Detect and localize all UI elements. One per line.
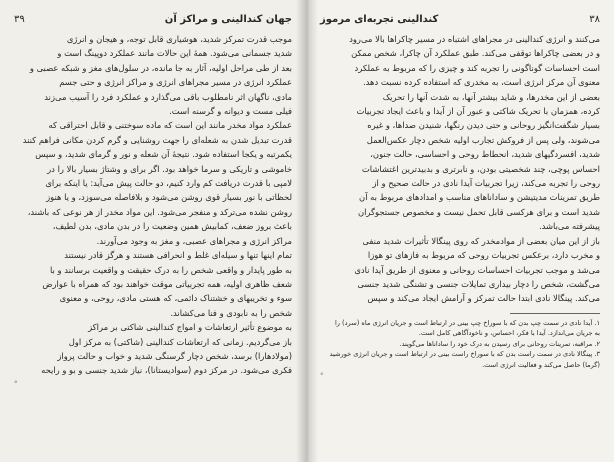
text-line: است احساسات گوناگونی را تجربه کند و چیزی را که مربوط به عملکرد — [354, 62, 600, 73]
footnote-line: ۱. آیدا نادی در سمت چپ بدن که با سوراخ چپ بینی در ارتباط است و جریان انرژی ماه (سرد) را — [334, 318, 600, 327]
text-line: می‌کند. پینگالا نادی ابتدا حالت تمرکز و آرامش ایجاد می‌کند و سپس — [367, 293, 600, 304]
text-line: عملکرد مواد مخدر مانند این است که ماده سوختنی و قابل احتراقی که — [48, 120, 292, 131]
text-line: تمام اینها تنها و سیله‌ای غلط و انحرافی هستند و هرگز قادر نیستند — [64, 250, 292, 261]
text-line: و مخرب دارد، برعکس تجربیات روحی که مربوط به فازهای تو هوزا — [367, 250, 600, 261]
right-page — [306, 0, 614, 462]
text-line: شدید است و برای هرکسی قابل تحمل نیست و مخصوص جستجوگران — [357, 206, 600, 217]
text-line: باز می‌گردیم. زمانی که ارتعاشات کندالینی (شاکتی) به مرکز اول — [68, 336, 292, 347]
page-mark: ° — [320, 372, 324, 381]
text-line: شدید جسمانی می‌شود. همهٔ این حالات مانند عملکرد دوپینگ است و — [57, 48, 292, 59]
right-page-header — [320, 14, 600, 26]
text-line: مراکز انرژی و مجراهای عصبی، و مغز به وجود می‌آورند. — [96, 235, 292, 246]
text-line: بعد از طی مراحل اولیه، آثار به جا مانده، در سلول‌های مغز و شبکه عصبی و — [29, 62, 292, 73]
page-number: ۳۸ — [589, 14, 600, 25]
text-line: کرده، همزمان با تحریک شاکتی و عبور آن از آیدا و باعث ایجاد تجربیات — [356, 106, 600, 117]
left-page — [0, 0, 306, 462]
text-line: بعضی از این مخدرها، و شاید بیشتر آنها، به شدت آنها را تحریک — [382, 91, 600, 102]
text-line: می‌گشت، شخص را دچار بیداری تمایلات جنسی و تشنگی شدید جنسی — [357, 278, 600, 289]
text-line: یکمرتبه و یکجا استفاده شود. نتیجهٔ آن شعله و نور و گرمای شدید، و سپس — [35, 149, 292, 160]
text-line: خاموشی و تاریکی و سرما خواهد بود. اگر برای و وشتاژ بسیار بالا را در — [47, 163, 292, 174]
text-line: روحی را تجربه می‌کند، زیرا تجربیات آیدا نادی در حالت صحیح و از — [372, 178, 600, 189]
text-line: عملکرد انرژی در مسیر مجراهای انرژی و مراکز انرژی و حتی جسم — [59, 77, 292, 88]
text-line: موجب قدرت تمرکز شدید، هوشیاری قابل توجه، و هیجان و انرژی — [66, 34, 292, 44]
footnote-line: ۳. پینگالا نادی در سمت راست بدن که با سوراخ راست بینی در ارتباط است و جریان انرژی خورشید — [329, 350, 600, 359]
text-line: شعف ظاهری اولیه، همه تجربیاتی موقت خواهند بود که همراه با عوارض — [42, 278, 292, 289]
footnote-divider — [510, 313, 600, 314]
text-line: شخص را به نابودی و فنا می‌کشاند. — [170, 307, 292, 318]
text-line: به طور پایدار و واقعی شخص را به درک حقیقت و واقعیت برسانند و با — [49, 264, 292, 275]
footnotes — [320, 318, 600, 371]
text-line: فکری می‌شود. در مرکز دوم (سوادیستانا)، نیاز شدید جنسی و بو و رایحه — [41, 365, 292, 376]
text-line: به موضوع تأثیر ارتعاشات و امواج کندالینی شاکتی بر مراکز — [88, 322, 292, 333]
text-line: احساس پوچی، چند شخصیتی بودن، و نابرتری و بدبیدترین اغتشاشات — [361, 163, 600, 174]
text-line: طریق تمرینات مدیتیشن و ساداناهای مناسب و امدادهای مربوط به آن — [359, 192, 600, 203]
book-gutter — [296, 0, 318, 462]
page-number: ۳۹ — [14, 14, 25, 25]
page-mark: ° — [14, 379, 18, 388]
body-text — [14, 32, 292, 378]
text-line: و در بعضی چاکراها توقفی می‌کند. طبق عملکرد آن چاکرا، شخص ممکن — [351, 48, 600, 59]
text-line: می‌شد و موجب تجربیات احساسات روحانی و معنوی از طریق آیدا نادی — [354, 264, 600, 275]
footnote-line: ۲. مراقبه، تمرینات روحانی برای رسیدن به درک خود را ساداناها می‌گویند. — [399, 339, 600, 348]
text-line: (مولادهارا) برسد، شخص دچار گرسنگی شدید و خواب و حالت پرواز — [57, 350, 292, 361]
text-line: فیلی مست و دیوانه و گرسنه است. — [169, 106, 292, 117]
text-line: سوء و تخریبهای و خشتناک دائمی، که هستی مادی، روحی، و معنوی — [59, 293, 292, 304]
body-text — [320, 32, 600, 306]
left-page-header — [14, 14, 292, 26]
footnote-line: به جریان می‌اندازد. آیدا با فکر، احساس، و ناخودآگاهی کامل است. — [418, 329, 600, 338]
text-line: بسیار شگفت‌انگیز روحانی و حتی دیدن رنگها، شنیدن صداها، و غیره — [367, 120, 600, 131]
text-line: پیشرفته می‌باشد. — [538, 221, 600, 232]
running-title: جهان کندالینی و مراکز آن — [164, 14, 292, 25]
text-line: می‌شوند، ولی پس از فروکش تجارب اولیه شخص دچار عکس‌العمل — [366, 134, 600, 145]
running-title: کندالینی تجربه‌ای مرموز — [320, 14, 439, 25]
text-line: شدید، افسردگیهای شدید، انحطاط روحی و احساسی، حالت جنون، — [370, 149, 600, 160]
text-line: لحظاتی با نور بسیار قوی روشن می‌شود و بلافاصله می‌سوزد، و یا هنوز — [46, 192, 292, 203]
text-line: باز از این میان بعضی از موادمخدر که روی پینگالا تأثیرات شدید منفی — [362, 235, 600, 246]
text-line: روشن نشده می‌ترکد و منفجر می‌شود. این مواد مخدر از هر نوعی که باشند، — [27, 206, 292, 217]
text-line: معنوی آن مرکز انرژی است، به مخدری که استفاده کرده نسبت دهد. — [362, 77, 600, 88]
footnote-line: (گرما) حاصل می‌کند و فعالیت انرژی است. — [482, 360, 600, 369]
text-line: باعث بروز ضعف، کمابیش همین وضعیت را در بدن مادی، بدن لطیف، — [52, 221, 292, 232]
text-line: می‌کنند و انرژی کندالینی در مجراهای اشتباه در مسیر چاکراها بالا می‌رود — [349, 34, 600, 44]
text-line: لامپی با قدرت دریافت کم وارد کنیم، دو حالت پیش می‌آید: یا اینکه برای — [45, 178, 292, 189]
text-line: قدرت تبدیل شدن به شعله‌ای را جهت روشنایی و گرم کردن مکانی فراهم کنند — [22, 134, 292, 145]
text-line: مادی، ناگهان اثر نامطلوب باقی می‌گذارد و عملکرد فرد را آسیب می‌زند — [44, 91, 292, 102]
